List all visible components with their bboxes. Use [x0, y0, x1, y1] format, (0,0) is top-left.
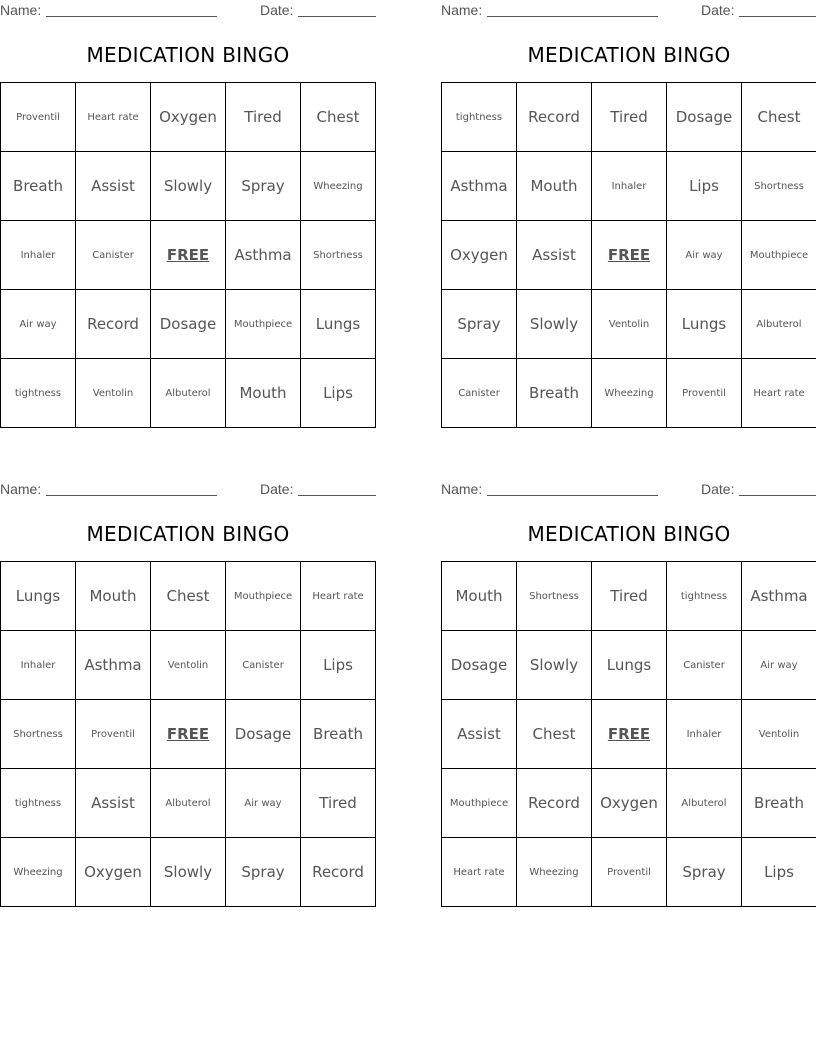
grid-cell: Air way	[667, 221, 742, 290]
grid-cell: Spray	[226, 838, 301, 907]
grid-cell: Breath	[1, 152, 76, 221]
grid-row	[1, 152, 376, 221]
grid-cell: Albuterol	[742, 290, 816, 359]
bingo-grid	[441, 561, 816, 907]
grid-cell: Lungs	[592, 631, 667, 700]
name-label: Name:	[0, 2, 42, 18]
grid-cell: Albuterol	[667, 769, 742, 838]
card-title: MEDICATION BINGO	[86, 522, 290, 546]
card-header	[0, 479, 376, 499]
name-blank-line	[487, 16, 658, 17]
grid-row	[442, 290, 816, 359]
grid-cell: Assist	[517, 221, 592, 290]
grid-cell: tightness	[1, 359, 76, 428]
grid-cell: Asthma	[226, 221, 301, 290]
grid-cell: Shortness	[517, 562, 592, 631]
grid-cell: Record	[76, 290, 151, 359]
grid-cell: Record	[301, 838, 376, 907]
grid-cell: Mouth	[76, 562, 151, 631]
grid-cell: Assist	[76, 769, 151, 838]
grid-cell: Proventil	[76, 700, 151, 769]
grid-row	[442, 769, 816, 838]
grid-cell: Spray	[442, 290, 517, 359]
grid-cell: Lungs	[301, 290, 376, 359]
grid-cell: Inhaler	[1, 631, 76, 700]
date-blank-line	[298, 495, 376, 496]
free-space-cell: FREE	[592, 221, 667, 290]
grid-cell: Dosage	[151, 290, 226, 359]
bingo-card-4	[441, 479, 816, 911]
grid-row	[1, 221, 376, 290]
date-label: Date:	[701, 2, 735, 18]
grid-cell: Asthma	[742, 562, 816, 631]
grid-cell: Spray	[667, 838, 742, 907]
grid-cell: Lips	[667, 152, 742, 221]
date-label: Date:	[701, 481, 735, 497]
grid-cell: Spray	[226, 152, 301, 221]
card-header	[441, 479, 816, 499]
grid-cell: Record	[517, 769, 592, 838]
grid-cell: Inhaler	[1, 221, 76, 290]
grid-cell: Canister	[667, 631, 742, 700]
name-blank-line	[46, 16, 217, 17]
grid-cell: Inhaler	[592, 152, 667, 221]
grid-cell: Heart rate	[442, 838, 517, 907]
card-header	[0, 0, 376, 20]
grid-row	[442, 838, 816, 907]
grid-cell: Assist	[76, 152, 151, 221]
grid-cell: Mouth	[442, 562, 517, 631]
grid-cell: Mouth	[226, 359, 301, 428]
grid-cell: Slowly	[517, 631, 592, 700]
grid-cell: Heart rate	[76, 83, 151, 152]
date-label: Date:	[260, 2, 294, 18]
grid-row	[1, 631, 376, 700]
grid-cell: Albuterol	[151, 359, 226, 428]
grid-cell: Dosage	[226, 700, 301, 769]
name-blank-line	[46, 495, 217, 496]
grid-row	[442, 562, 816, 631]
grid-cell: Shortness	[1, 700, 76, 769]
grid-cell: Shortness	[742, 152, 816, 221]
grid-cell: Breath	[517, 359, 592, 428]
card-title: MEDICATION BINGO	[86, 43, 290, 67]
grid-cell: tightness	[442, 83, 517, 152]
grid-cell: Air way	[742, 631, 816, 700]
grid-cell: Breath	[742, 769, 816, 838]
grid-cell: Ventolin	[592, 290, 667, 359]
grid-cell: Tired	[592, 562, 667, 631]
grid-cell: Tired	[592, 83, 667, 152]
grid-cell: Mouth	[517, 152, 592, 221]
grid-cell: Air way	[226, 769, 301, 838]
date-blank-line	[739, 16, 816, 17]
grid-cell: Proventil	[667, 359, 742, 428]
grid-row	[442, 700, 816, 769]
bingo-grid	[441, 82, 816, 428]
grid-cell: Lips	[301, 359, 376, 428]
grid-row	[1, 359, 376, 428]
grid-cell: tightness	[1, 769, 76, 838]
grid-cell: Oxygen	[76, 838, 151, 907]
grid-cell: Ventolin	[151, 631, 226, 700]
grid-cell: Record	[517, 83, 592, 152]
name-label: Name:	[441, 481, 483, 497]
grid-cell: Mouthpiece	[742, 221, 816, 290]
bingo-card-1	[0, 0, 376, 432]
card-title: MEDICATION BINGO	[527, 522, 731, 546]
grid-cell: Tired	[226, 83, 301, 152]
grid-cell: Canister	[442, 359, 517, 428]
grid-cell: Air way	[1, 290, 76, 359]
name-blank-line	[487, 495, 658, 496]
bingo-card-3	[0, 479, 376, 911]
grid-cell: Oxygen	[151, 83, 226, 152]
grid-row	[1, 83, 376, 152]
grid-cell: Dosage	[667, 83, 742, 152]
grid-cell: Slowly	[517, 290, 592, 359]
grid-cell: Breath	[301, 700, 376, 769]
grid-cell: Dosage	[442, 631, 517, 700]
name-label: Name:	[441, 2, 483, 18]
grid-cell: Chest	[517, 700, 592, 769]
grid-cell: Oxygen	[442, 221, 517, 290]
grid-cell: Lungs	[1, 562, 76, 631]
grid-cell: Assist	[442, 700, 517, 769]
grid-cell: Proventil	[1, 83, 76, 152]
grid-cell: Chest	[151, 562, 226, 631]
grid-cell: Heart rate	[742, 359, 816, 428]
date-blank-line	[739, 495, 816, 496]
card-header	[441, 0, 816, 20]
grid-cell: Proventil	[592, 838, 667, 907]
grid-cell: tightness	[667, 562, 742, 631]
grid-cell: Asthma	[76, 631, 151, 700]
grid-cell: Wheezing	[301, 152, 376, 221]
name-label: Name:	[0, 481, 42, 497]
free-space-cell: FREE	[151, 221, 226, 290]
bingo-card-2	[441, 0, 816, 432]
grid-cell: Slowly	[151, 152, 226, 221]
grid-cell: Mouthpiece	[442, 769, 517, 838]
grid-cell: Lips	[742, 838, 816, 907]
grid-cell: Ventolin	[76, 359, 151, 428]
bingo-grid	[0, 561, 376, 907]
grid-cell: Mouthpiece	[226, 290, 301, 359]
grid-row	[442, 221, 816, 290]
card-title: MEDICATION BINGO	[527, 43, 731, 67]
grid-cell: Canister	[76, 221, 151, 290]
grid-row	[442, 83, 816, 152]
bingo-grid	[0, 82, 376, 428]
grid-row	[1, 562, 376, 631]
grid-cell: Mouthpiece	[226, 562, 301, 631]
grid-cell: Lips	[301, 631, 376, 700]
grid-cell: Asthma	[442, 152, 517, 221]
grid-row	[442, 631, 816, 700]
free-space-cell: FREE	[151, 700, 226, 769]
date-blank-line	[298, 16, 376, 17]
grid-cell: Shortness	[301, 221, 376, 290]
grid-row	[442, 359, 816, 428]
grid-cell: Chest	[301, 83, 376, 152]
grid-cell: Heart rate	[301, 562, 376, 631]
grid-row	[1, 290, 376, 359]
grid-cell: Chest	[742, 83, 816, 152]
grid-cell: Canister	[226, 631, 301, 700]
free-space-cell: FREE	[592, 700, 667, 769]
grid-cell: Inhaler	[667, 700, 742, 769]
grid-cell: Wheezing	[592, 359, 667, 428]
date-label: Date:	[260, 481, 294, 497]
grid-cell: Oxygen	[592, 769, 667, 838]
grid-cell: Albuterol	[151, 769, 226, 838]
grid-cell: Ventolin	[742, 700, 816, 769]
grid-row	[442, 152, 816, 221]
grid-cell: Lungs	[667, 290, 742, 359]
grid-row	[1, 700, 376, 769]
grid-row	[1, 838, 376, 907]
grid-cell: Tired	[301, 769, 376, 838]
grid-cell: Wheezing	[1, 838, 76, 907]
grid-cell: Wheezing	[517, 838, 592, 907]
grid-cell: Slowly	[151, 838, 226, 907]
grid-row	[1, 769, 376, 838]
